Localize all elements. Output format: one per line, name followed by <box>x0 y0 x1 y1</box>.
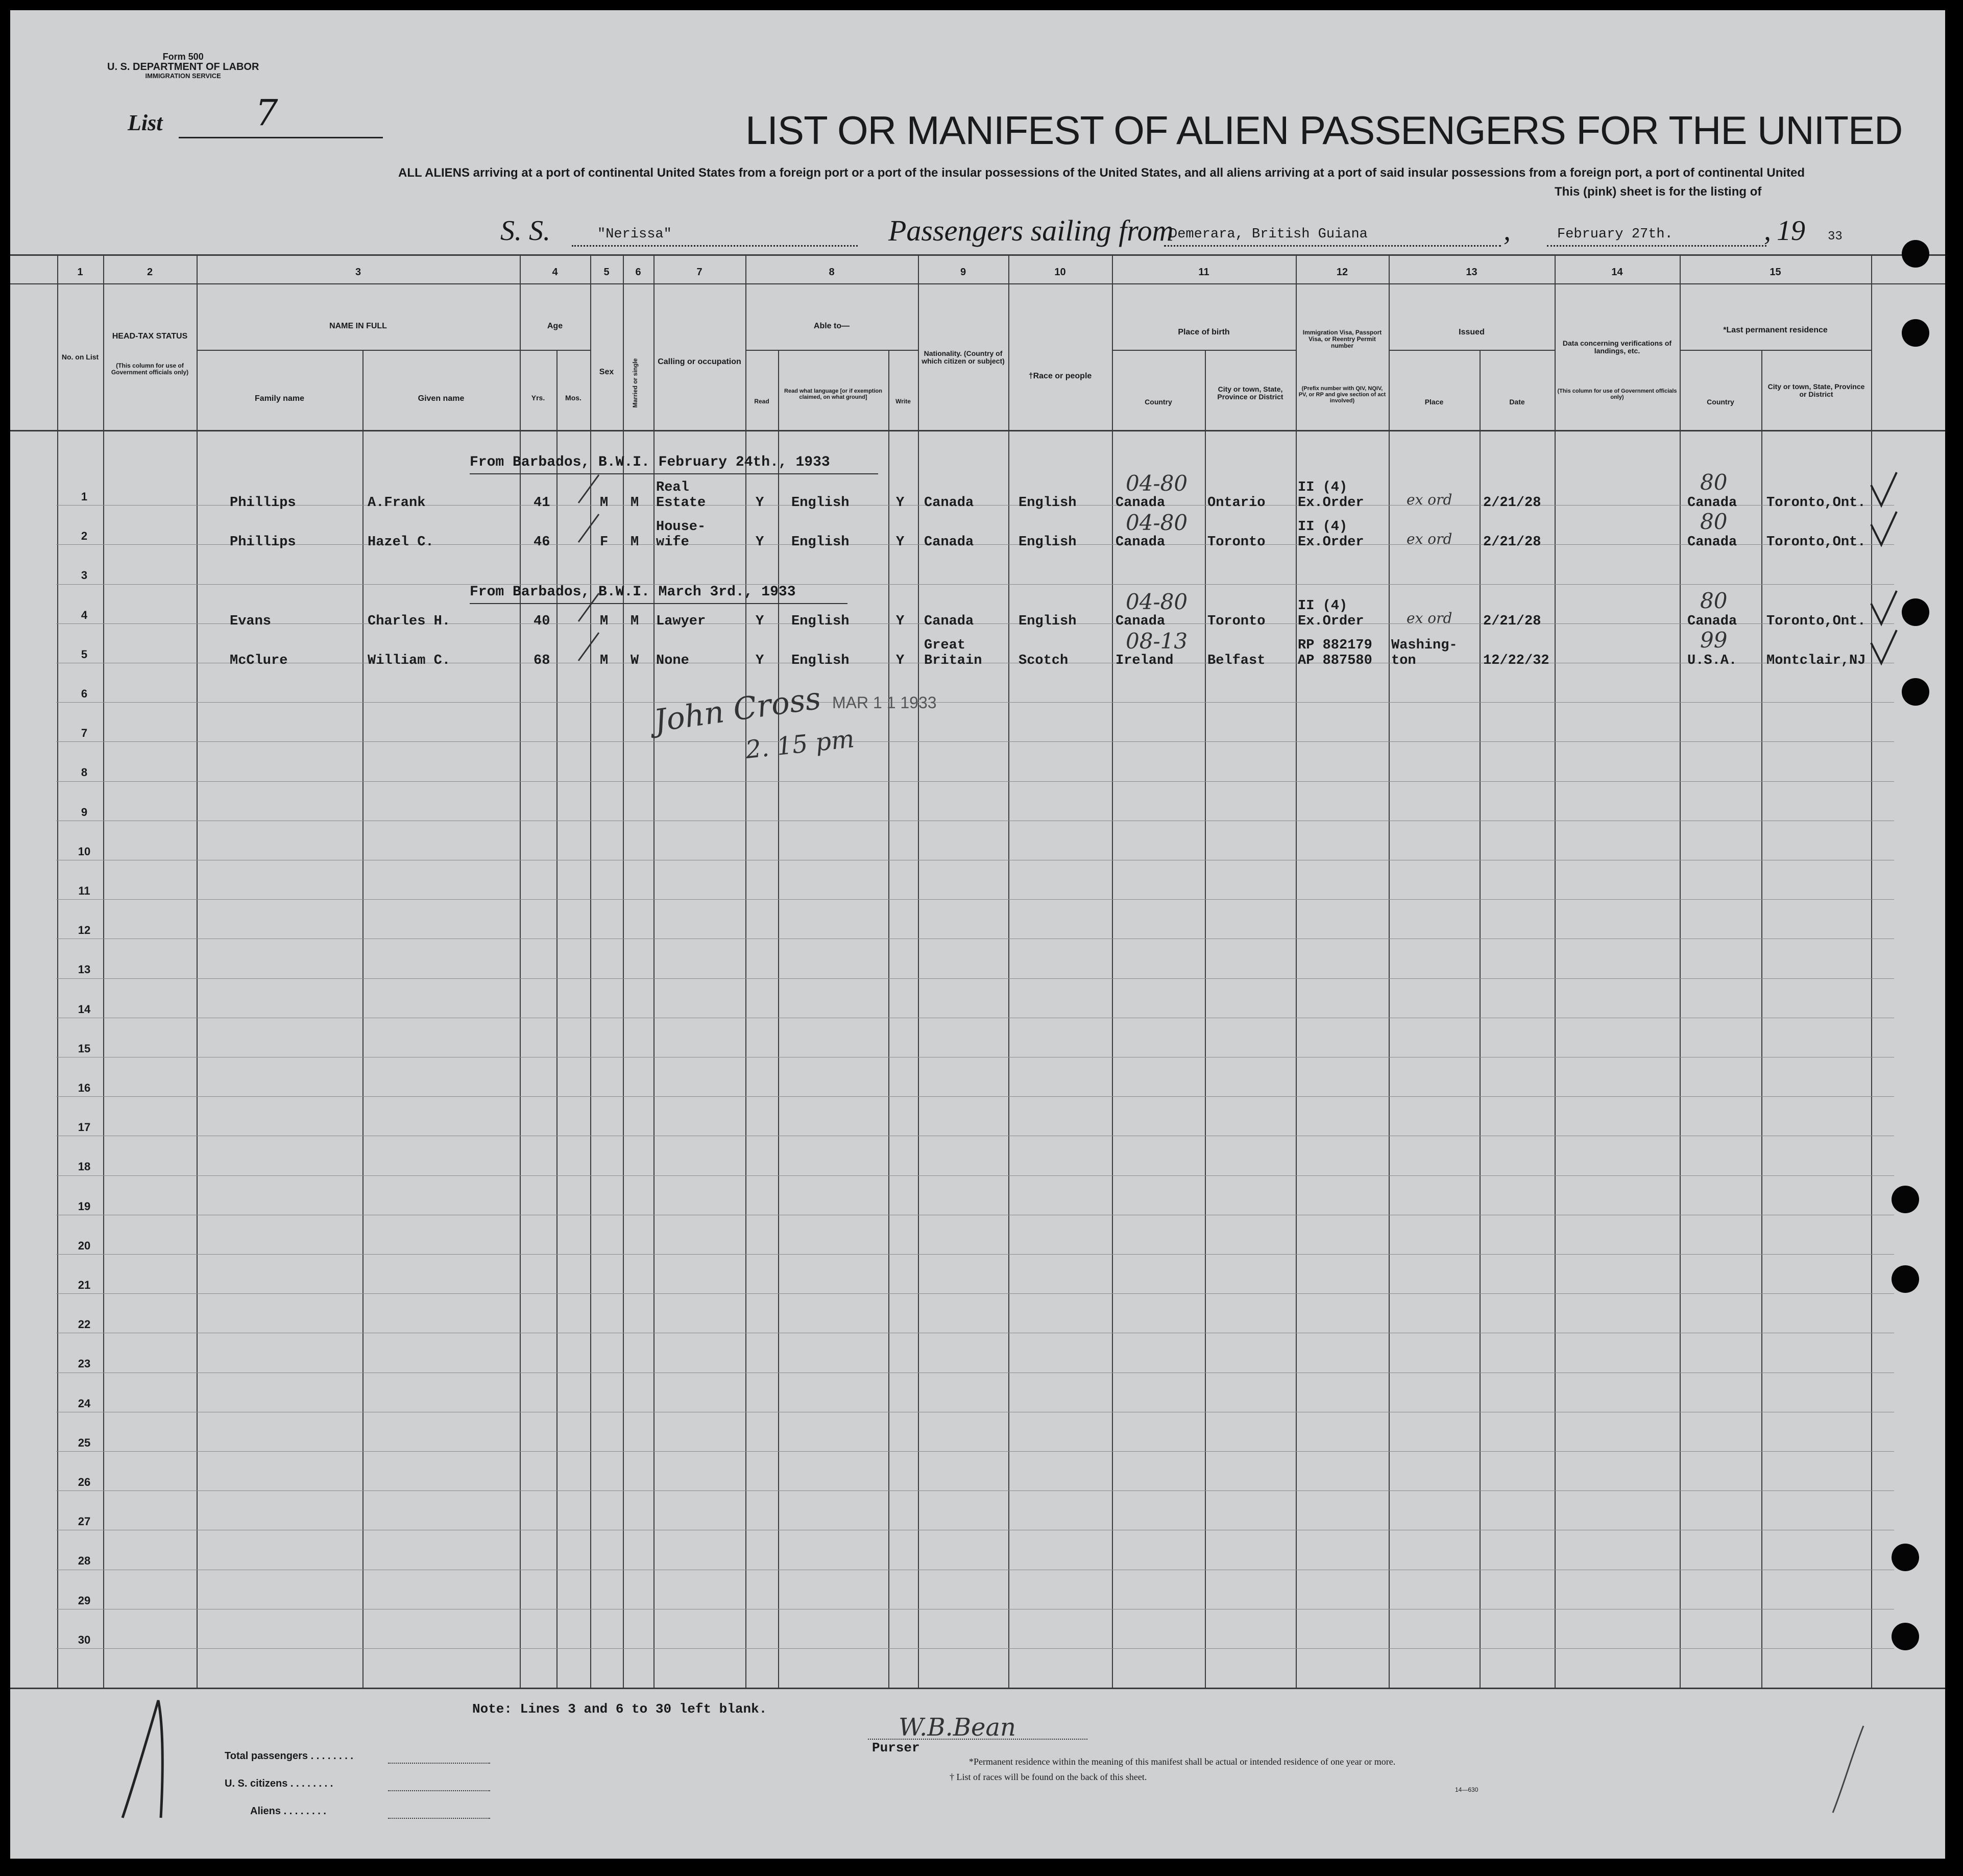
issued-note: ex ord <box>1407 531 1452 548</box>
issued-date: 2/21/28 <box>1483 613 1541 629</box>
row-number: 5 <box>81 647 88 661</box>
col-num-9: 9 <box>960 267 966 278</box>
subhead-rule <box>745 350 918 351</box>
header-race: †Race or people <box>1028 372 1092 380</box>
check-mark-icon <box>1869 588 1899 629</box>
can-read: Y <box>756 613 764 629</box>
subhead-rule <box>1112 350 1296 351</box>
issued-date: 12/22/32 <box>1483 653 1549 668</box>
sex: M <box>600 495 609 511</box>
col-line <box>1761 350 1762 1688</box>
visa-number-line-2: AP 887580 <box>1298 653 1372 668</box>
service-name: IMMIGRATION SERVICE <box>145 71 221 80</box>
ship-name: "Nerissa" <box>597 227 672 242</box>
header-able-to: Able to— <box>813 322 850 330</box>
binder-hole <box>1892 1544 1919 1571</box>
row-rule <box>56 741 1894 742</box>
subtitle-line-1: ALL ALIENS arriving at a port of continental United States from a foreign port or a port of the insular possessions of the United States, and all aliens arriving at a port of said insular possessions from a foreign port, a port of continental United <box>398 166 1805 180</box>
row-number: 14 <box>78 1002 91 1016</box>
colnum-rule <box>10 283 1945 284</box>
can-write: Y <box>896 495 905 511</box>
subhead-rule <box>197 350 520 351</box>
can-read: Y <box>756 535 764 550</box>
can-read: Y <box>756 495 764 511</box>
binder-hole <box>1892 1265 1919 1293</box>
col-line <box>103 255 104 1688</box>
header-sex: Sex <box>599 368 614 376</box>
col-line <box>1389 255 1390 1688</box>
issued-date: 2/21/28 <box>1483 495 1541 511</box>
row-number: 22 <box>78 1318 91 1331</box>
binder-hole <box>1892 1186 1919 1213</box>
row-number: 28 <box>78 1554 91 1568</box>
row-number: 13 <box>78 963 91 976</box>
birth-country: Canada <box>1116 613 1166 629</box>
issued-place-line-1: Washing- <box>1391 637 1458 653</box>
col-line <box>918 255 919 1688</box>
residence-country: U.S.A. <box>1687 653 1737 668</box>
col-line <box>778 350 779 1688</box>
row-number: 20 <box>78 1239 91 1252</box>
col-line <box>1296 255 1297 1688</box>
marital-status: M <box>631 613 639 629</box>
subhead-rule <box>1389 350 1555 351</box>
col-line <box>1480 350 1481 1688</box>
header-issued: Issued <box>1459 328 1485 336</box>
row-number: 1 <box>81 490 88 503</box>
row-rule <box>56 978 1894 979</box>
total-passengers-line <box>388 1763 490 1764</box>
birth-country: Canada <box>1116 495 1166 511</box>
issued-note: ex ord <box>1407 491 1452 508</box>
birth-city: Ontario <box>1207 495 1266 511</box>
purser-label: Purser <box>872 1740 920 1755</box>
header-visa-note: (Prefix number with QIV, NQIV, PV, or RP and give section of act involved) <box>1298 386 1386 404</box>
subhead-rule <box>1680 350 1871 351</box>
row-rule <box>56 1293 1894 1294</box>
col-num-7: 7 <box>696 267 702 278</box>
birth-city: Toronto <box>1207 535 1266 550</box>
col-line <box>888 350 889 1688</box>
binder-hole <box>1902 240 1929 268</box>
binder-hole <box>1902 319 1929 347</box>
row-number: 30 <box>78 1633 91 1646</box>
us-citizens-line <box>388 1790 490 1791</box>
row-number: 29 <box>78 1594 91 1607</box>
list-label: List <box>128 110 163 135</box>
can-write: Y <box>896 613 905 629</box>
row-number: 19 <box>78 1199 91 1213</box>
form-code: 14—630 <box>1455 1786 1479 1793</box>
given-name: Charles H. <box>368 613 451 629</box>
header-age: Age <box>547 322 563 330</box>
form-identifier <box>107 52 259 80</box>
occupation-line-2: Estate <box>656 495 706 511</box>
row-rule <box>56 1451 1894 1452</box>
row-rule <box>56 1175 1894 1176</box>
sex: M <box>600 613 609 629</box>
residence-city: Toronto,Ont. <box>1766 495 1866 511</box>
aliens-line <box>388 1818 490 1819</box>
col-num-12: 12 <box>1336 267 1348 278</box>
residence-country: Canada <box>1687 535 1737 550</box>
marital-status: M <box>631 535 639 550</box>
col-line <box>1205 350 1206 1688</box>
row-rule <box>56 702 1894 703</box>
col-num-3: 3 <box>355 267 361 278</box>
col-num-5: 5 <box>603 267 610 278</box>
race: English <box>1019 613 1077 629</box>
read-language: English <box>791 535 850 550</box>
row-rule <box>56 1490 1894 1491</box>
given-name: William C. <box>368 653 451 668</box>
col-num-1: 1 <box>77 267 83 278</box>
header-landings: Data concerning verifications of landings, etc. <box>1562 339 1672 355</box>
header-yrs: Yrs. <box>531 394 545 402</box>
row-rule <box>56 899 1894 900</box>
row-rule <box>56 505 1894 506</box>
birth-city: Toronto <box>1207 613 1266 629</box>
row-number: 12 <box>78 924 91 937</box>
col-line <box>362 350 363 1688</box>
given-name: Hazel C. <box>368 535 434 550</box>
department-name: U. S. DEPARTMENT OF LABOR <box>107 61 259 73</box>
total-passengers-label: Total passengers . . . . . . . . <box>225 1750 353 1762</box>
departure-port: Demerara, British Guiana <box>1169 227 1368 242</box>
family-name: Phillips <box>230 495 296 511</box>
row-number: 6 <box>81 687 88 700</box>
row-number: 24 <box>78 1397 91 1410</box>
row-rule <box>56 1254 1894 1255</box>
row-number: 25 <box>78 1436 91 1449</box>
header-read-language: Read what language [or if exemption claimed, on what ground] <box>784 388 882 401</box>
time-note: 2. 15 pm <box>744 724 856 765</box>
read-language: English <box>791 495 850 511</box>
family-name: Evans <box>230 613 272 629</box>
list-underline <box>179 137 383 138</box>
age: 68 <box>534 653 550 668</box>
header-bottom-rule <box>10 430 1945 431</box>
visa-number-line-1: II (4) <box>1298 519 1348 535</box>
age: 41 <box>534 495 550 511</box>
row-rule <box>56 623 1894 624</box>
family-name: McClure <box>230 653 288 668</box>
tick-mark-icon <box>576 630 601 666</box>
nationality-line-1: Canada <box>924 535 974 550</box>
can-write: Y <box>896 535 905 550</box>
residence-country: Canada <box>1687 613 1737 629</box>
binder-hole <box>1902 598 1929 626</box>
row-number: 16 <box>78 1081 91 1094</box>
visa-number-line-2: Ex.Order <box>1298 495 1364 511</box>
marital-status: W <box>631 653 639 668</box>
aliens-label: Aliens . . . . . . . . <box>250 1806 326 1817</box>
tick-mark-icon <box>576 472 601 508</box>
row-number: 27 <box>78 1515 91 1528</box>
header-given-name: Given name <box>418 394 465 403</box>
sex: M <box>600 653 609 668</box>
nationality-line-1: Canada <box>924 613 974 629</box>
nationality-line-1: Canada <box>924 495 974 511</box>
residence-country: Canada <box>1687 495 1737 511</box>
sailing-label: Passengers sailing from <box>888 214 1174 247</box>
tick-mark-icon <box>576 512 601 547</box>
section-underline <box>470 603 847 604</box>
birth-code-note: 04-80 <box>1126 471 1188 496</box>
check-mark-icon <box>1869 509 1899 550</box>
row-number: 11 <box>78 884 90 897</box>
pen-mark <box>112 1695 168 1828</box>
us-citizens-label: U. S. citizens . . . . . . . . <box>225 1778 333 1789</box>
form-number: Form 500 <box>162 52 204 62</box>
row-number: 23 <box>78 1357 91 1370</box>
col-num-14: 14 <box>1611 267 1623 278</box>
occupation-line-1: Lawyer <box>656 613 706 629</box>
read-language: English <box>791 613 850 629</box>
age: 40 <box>534 613 550 629</box>
row-rule <box>56 1096 1894 1097</box>
header-read: Read <box>754 398 769 405</box>
sex: F <box>600 535 609 550</box>
footnote-residence: *Permanent residence within the meaning of this manifest shall be actual or intended residence of one year or more. <box>969 1757 1396 1767</box>
year-prefix: 19 <box>1777 215 1805 247</box>
pen-mark <box>1828 1721 1869 1823</box>
page-title: LIST OR MANIFEST OF ALIEN PASSENGERS FOR THE UNITED <box>745 108 1903 153</box>
purser-line <box>868 1739 1087 1740</box>
header-head-tax-note: (This column for use of Government officials only) <box>111 362 189 376</box>
col-num-2: 2 <box>147 267 153 278</box>
can-read: Y <box>756 653 764 668</box>
col-num-15: 15 <box>1770 267 1781 278</box>
col-num-4: 4 <box>552 267 558 278</box>
residence-city: Toronto,Ont. <box>1766 613 1866 629</box>
occupation-line-1: Real <box>656 480 689 495</box>
header-head-tax: HEAD-TAX STATUS <box>112 332 188 341</box>
port-line <box>1164 245 1501 247</box>
can-write: Y <box>896 653 905 668</box>
official-signature: John Cross <box>651 680 823 739</box>
row-number: 15 <box>78 1042 91 1055</box>
col-num-13: 13 <box>1466 267 1477 278</box>
issued-date: 2/21/28 <box>1483 535 1541 550</box>
list-number: 7 <box>255 92 278 134</box>
header-place-of-birth: Place of birth <box>1178 328 1230 336</box>
table-bottom-rule <box>10 1688 1945 1689</box>
col-num-8: 8 <box>829 267 835 278</box>
header-mos: Mos. <box>565 394 581 402</box>
issued-note: ex ord <box>1407 609 1452 627</box>
col-num-10: 10 <box>1054 267 1066 278</box>
date-stamp: MAR 1 1 1933 <box>832 693 937 712</box>
residence-city: Toronto,Ont. <box>1766 535 1866 550</box>
header-no-on-list: No. on List <box>61 353 99 361</box>
table-top-rule <box>10 254 1945 256</box>
row-rule <box>56 584 1894 585</box>
check-mark-icon <box>1869 628 1899 668</box>
header-married: Married or single <box>632 358 639 408</box>
header-birth-country: Country <box>1145 398 1172 406</box>
header-last-residence: *Last permanent residence <box>1723 326 1828 334</box>
visa-number-line-1: RP 882179 <box>1298 637 1372 653</box>
comma: , <box>1764 215 1771 247</box>
binder-hole <box>1892 1623 1919 1650</box>
header-calling: Calling or occupation <box>658 357 741 366</box>
section-header: From Barbados, B.W.I. March 3rd., 1933 <box>470 584 796 600</box>
occupation-line-1: None <box>656 653 689 668</box>
footer-note: Note: Lines 3 and 6 to 30 left blank. <box>472 1701 767 1717</box>
manifest-sheet <box>10 10 1945 1859</box>
issued-place-line-2: ton <box>1391 653 1416 668</box>
given-name: A.Frank <box>368 495 426 511</box>
col-line <box>1112 255 1113 1688</box>
birth-country: Canada <box>1116 535 1166 550</box>
residence-code-note: 80 <box>1700 588 1728 613</box>
row-number: 4 <box>81 608 88 621</box>
purser-signature: W.B.Bean <box>899 1713 1016 1742</box>
header-issued-date: Date <box>1509 398 1525 406</box>
residence-code-note: 80 <box>1700 509 1728 535</box>
row-number: 21 <box>78 1279 91 1291</box>
occupation-line-2: wife <box>656 535 689 550</box>
header-visa: Immigration Visa, Passport Visa, or Reentry Permit number <box>1302 329 1382 350</box>
col-line <box>1008 255 1009 1688</box>
header-name-in-full: NAME IN FULL <box>329 322 387 330</box>
row-rule <box>56 781 1894 782</box>
age: 46 <box>534 535 550 550</box>
row-number: 8 <box>81 766 88 779</box>
row-rule <box>56 544 1894 545</box>
birth-country: Ireland <box>1116 653 1174 668</box>
ss-label: S. S. <box>500 215 550 247</box>
header-family-name: Family name <box>255 394 304 403</box>
col-line <box>556 350 558 1688</box>
col-num-6: 6 <box>635 267 641 278</box>
departure-date: February 27th. <box>1557 227 1673 242</box>
row-number: 7 <box>81 727 88 740</box>
footnote-races: † List of races will be found on the back of this sheet. <box>950 1772 1147 1782</box>
race: English <box>1019 535 1077 550</box>
subhead-rule <box>520 350 590 351</box>
col-line <box>1680 255 1681 1688</box>
header-nationality: Nationality. (Country of which citizen or subject) <box>922 349 1005 366</box>
row-number: 26 <box>78 1476 91 1488</box>
nationality-line-1: Great <box>924 637 966 653</box>
visa-number-line-1: II (4) <box>1298 598 1348 614</box>
birth-city: Belfast <box>1207 653 1266 668</box>
birth-code-note: 04-80 <box>1126 510 1188 536</box>
row-number: 18 <box>78 1160 91 1173</box>
row-number: 9 <box>81 805 88 819</box>
row-number: 17 <box>78 1121 91 1134</box>
ship-line <box>572 245 858 247</box>
visa-number-line-2: Ex.Order <box>1298 613 1364 629</box>
race: English <box>1019 495 1077 511</box>
section-underline <box>470 473 878 474</box>
check-mark-icon <box>1869 470 1899 511</box>
year-suffix: 33 <box>1828 230 1843 244</box>
nationality-line-2: Britain <box>924 653 982 668</box>
residence-code-note: 80 <box>1700 470 1728 495</box>
col-line <box>197 255 198 1688</box>
comma: , <box>1504 215 1511 247</box>
header-res-city: City or town, State, Province or District <box>1767 382 1865 399</box>
marital-status: M <box>631 495 639 511</box>
family-name: Phillips <box>230 535 296 550</box>
binder-hole <box>1902 678 1929 706</box>
header-issued-place: Place <box>1424 398 1444 406</box>
header-res-country: Country <box>1707 398 1734 406</box>
col-num-11: 11 <box>1198 267 1209 278</box>
residence-code-note: 99 <box>1700 627 1728 653</box>
row-number: 2 <box>81 530 88 543</box>
read-language: English <box>791 653 850 668</box>
race: Scotch <box>1019 653 1069 668</box>
col-line <box>57 255 58 1688</box>
header-birth-city: City or town, State, Province or District <box>1217 385 1283 401</box>
col-line <box>1555 255 1556 1688</box>
visa-number-line-1: II (4) <box>1298 480 1348 495</box>
header-landings-note: (This column for use of Government officials only) <box>1557 388 1677 401</box>
birth-code-note: 08-13 <box>1126 628 1188 654</box>
section-header: From Barbados, B.W.I. February 24th., 1933 <box>470 454 830 470</box>
occupation-line-1: House- <box>656 519 706 535</box>
tick-mark-icon <box>576 591 601 627</box>
row-number: 10 <box>78 845 91 858</box>
subtitle-line-2: This (pink) sheet is for the listing of <box>1555 185 1762 199</box>
date-line <box>1547 245 1766 247</box>
header-write: Write <box>895 398 911 405</box>
row-rule <box>56 1648 1894 1649</box>
residence-city: Montclair,NJ <box>1766 653 1866 668</box>
row-number: 3 <box>81 569 88 582</box>
visa-number-line-2: Ex.Order <box>1298 535 1364 550</box>
birth-code-note: 04-80 <box>1126 589 1188 614</box>
